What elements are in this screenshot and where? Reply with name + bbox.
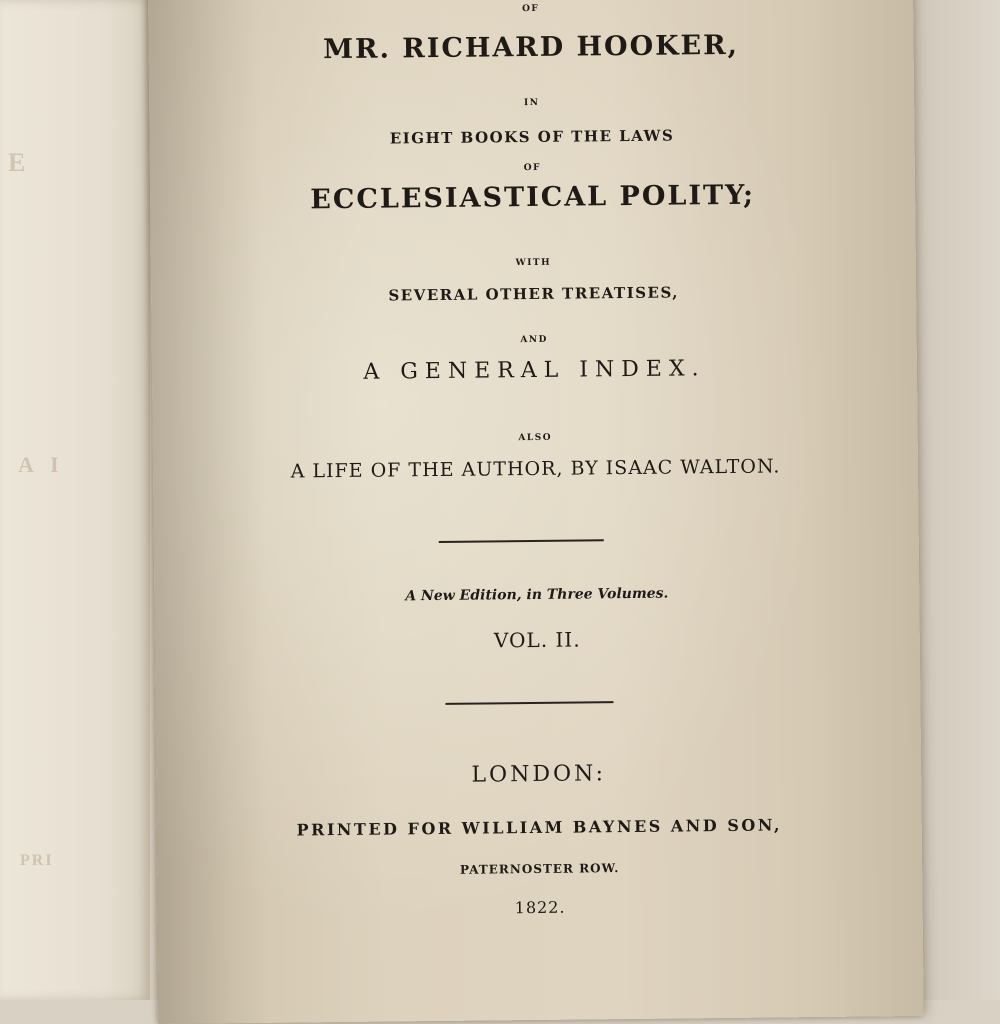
index-line: A GENERAL INDEX. [363, 356, 706, 385]
connector-of-top: OF [522, 3, 540, 15]
books-line: EIGHT BOOKS OF THE LAWS [389, 126, 675, 148]
ghost-text-3: PRI [20, 852, 54, 869]
main-title: ECCLESIASTICAL POLITY; [310, 179, 756, 216]
life-line: A LIFE OF THE AUTHOR, BY ISAAC WALTON. [290, 455, 781, 483]
connector-and: AND [520, 334, 548, 346]
printer-line: PRINTED FOR WILLIAM BAYNES AND SON, [296, 815, 783, 840]
connector-also: ALSO [518, 432, 553, 444]
connector-with: WITH [515, 257, 552, 269]
ghost-text-1: E [8, 148, 26, 177]
connector-of: OF [523, 162, 542, 174]
edition-line: A New Edition, in Three Volumes. [405, 585, 669, 605]
facing-page [0, 0, 150, 1000]
background-right [910, 0, 1000, 1000]
ghost-text-2: A I [18, 452, 65, 477]
divider-rule-top [439, 539, 604, 543]
city-line: LONDON: [471, 761, 607, 788]
title-page [148, 0, 924, 1024]
year-line: 1822. [514, 897, 566, 918]
author-name: MR. RICHARD HOOKER, [323, 29, 740, 66]
connector-in: IN [523, 97, 540, 109]
divider-rule-bottom [445, 701, 613, 705]
address-line: PATERNOSTER ROW. [459, 861, 620, 877]
volume-line: VOL. II. [493, 627, 581, 653]
other-treatises-line: SEVERAL OTHER TREATISES, [388, 283, 680, 305]
